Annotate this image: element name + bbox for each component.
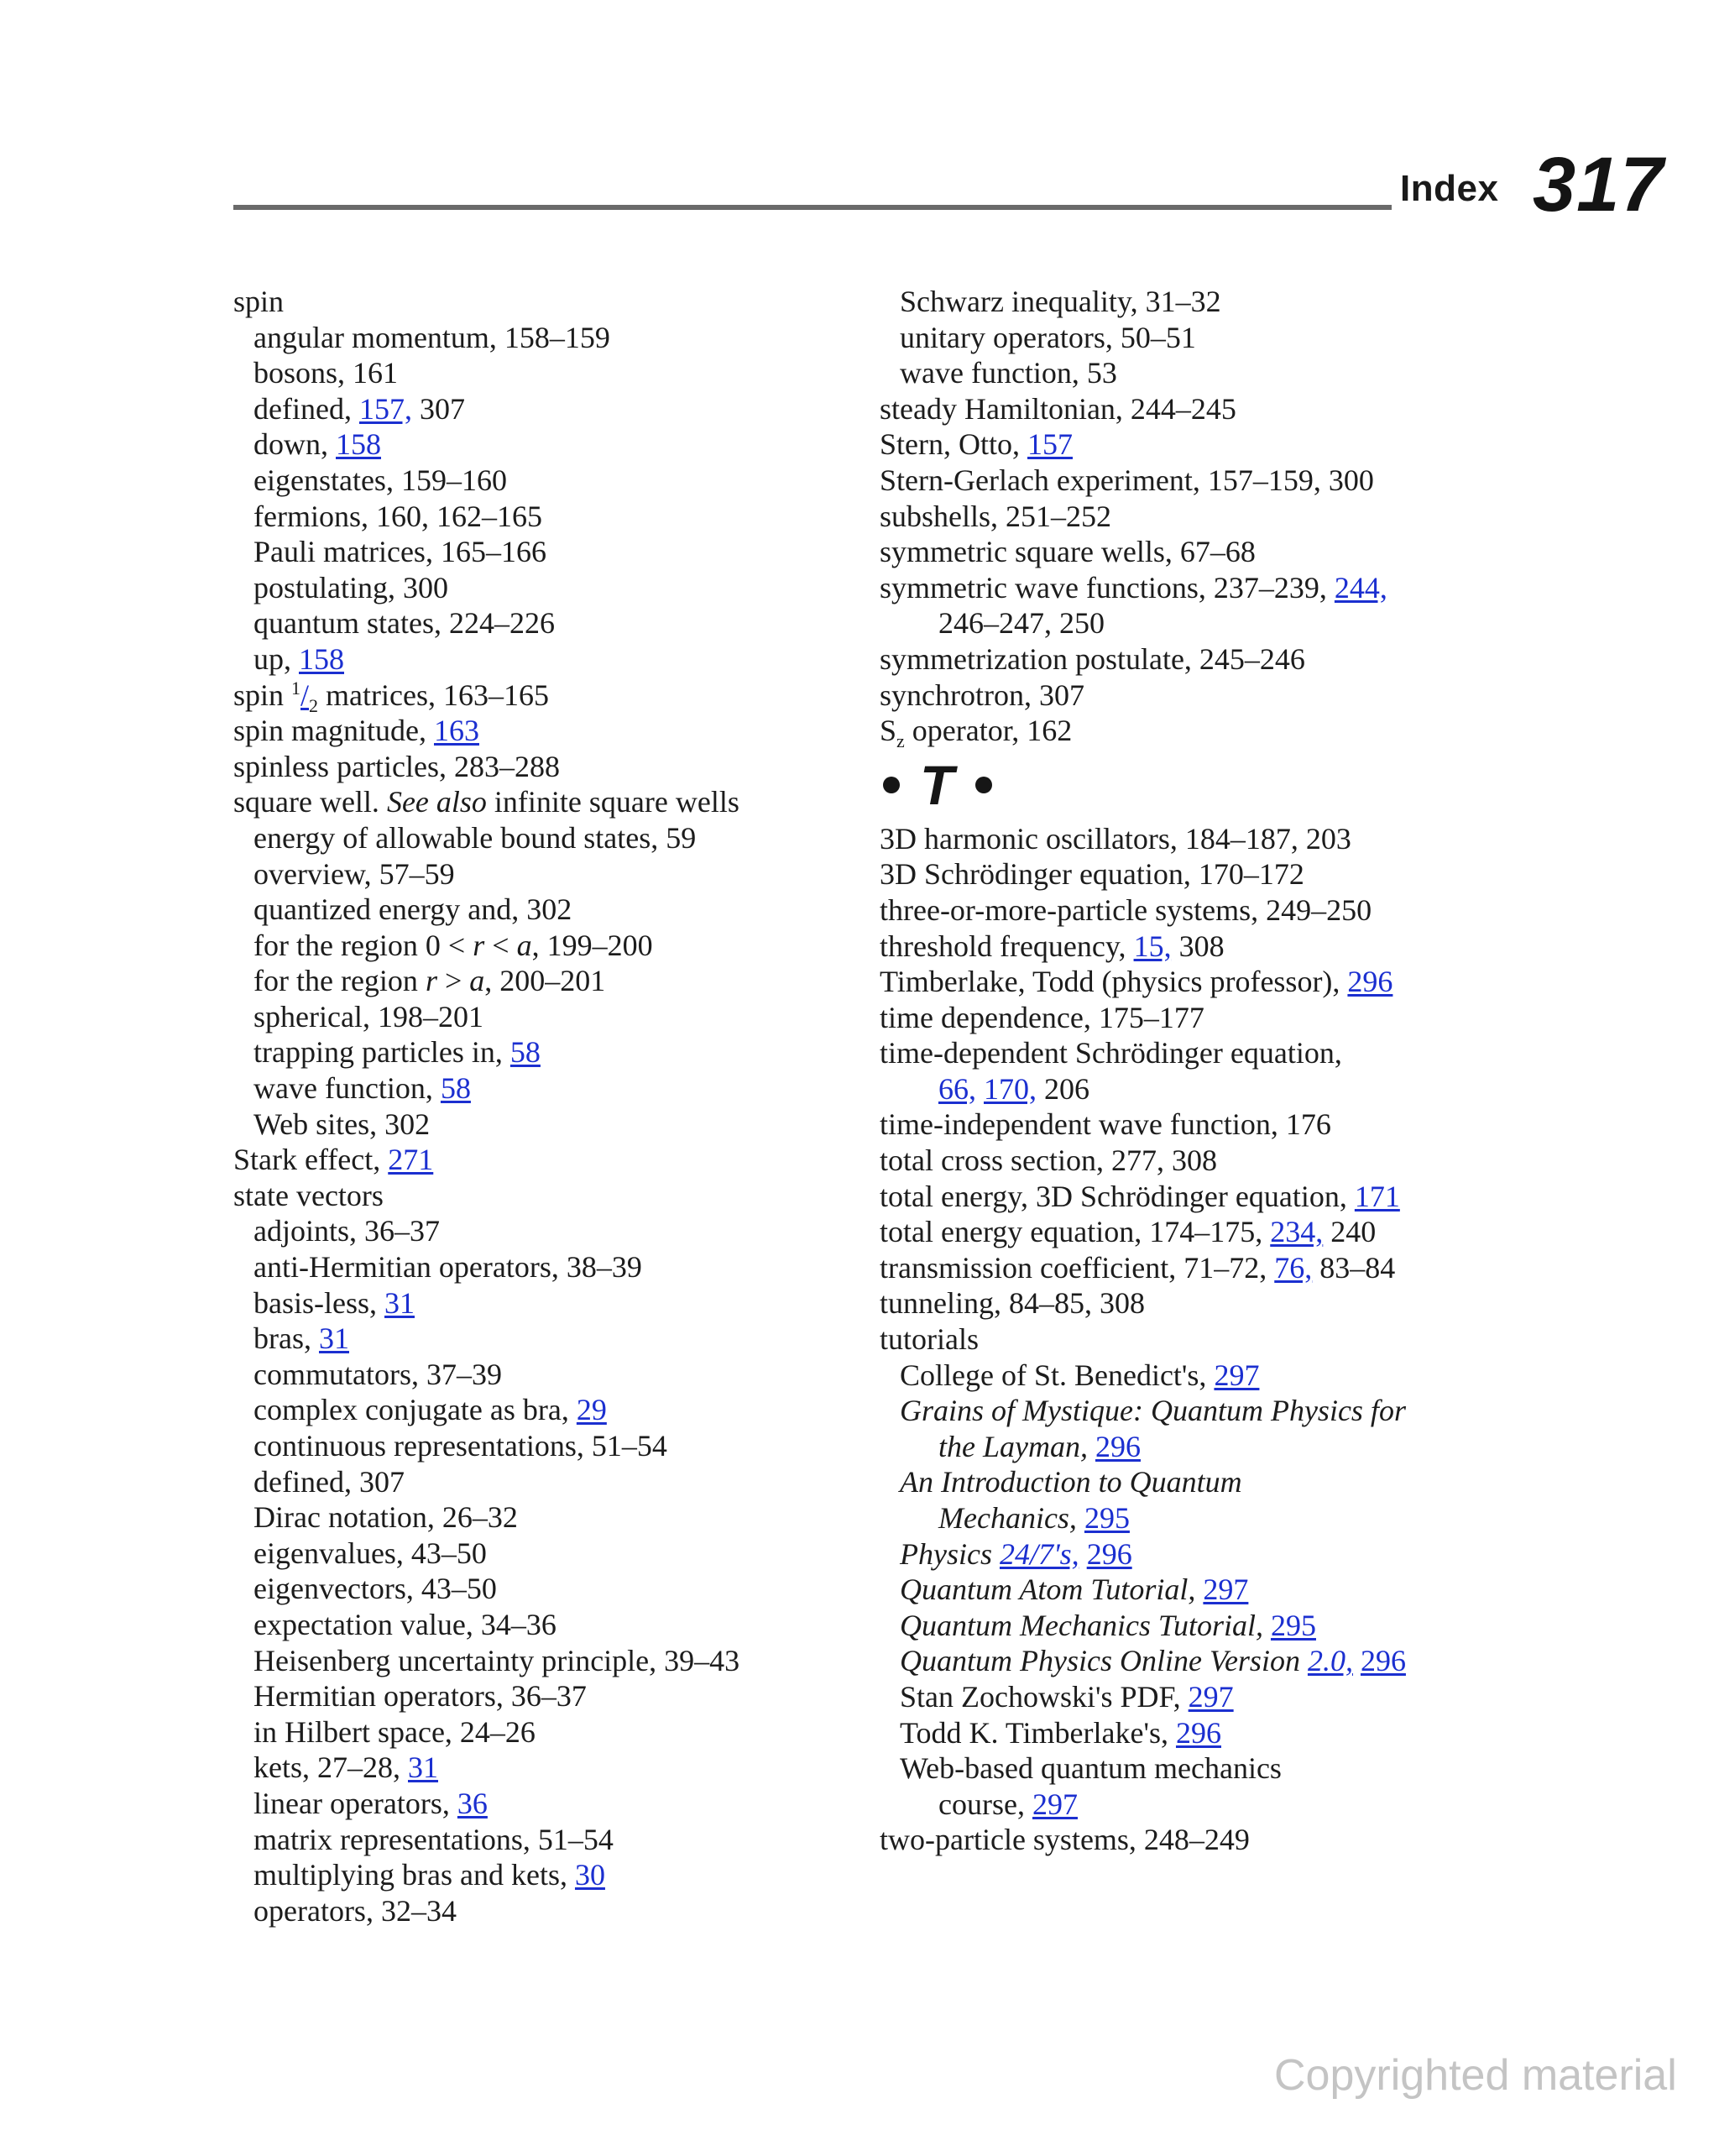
index-entry: [880, 320, 1518, 356]
entry-text: wave function,: [253, 1071, 441, 1106]
index-entry: [233, 892, 838, 928]
index-entry: [233, 928, 838, 964]
entry-text: the Layman,: [938, 1429, 1088, 1463]
entry-text: Stark effect,: [233, 1143, 389, 1177]
page-reference-link[interactable]: 31: [384, 1285, 415, 1320]
index-entry: [233, 355, 838, 391]
page-reference-link[interactable]: 297: [1214, 1358, 1260, 1392]
index-entry: [880, 1285, 1518, 1321]
page-reference-link[interactable]: 15,: [1133, 929, 1172, 963]
page-reference-link[interactable]: 171: [1354, 1179, 1400, 1213]
entry-text: spin: [233, 285, 285, 318]
entry-text: wave function, 53: [900, 356, 1117, 390]
index-entry: [233, 678, 838, 714]
index-entry: [233, 1428, 838, 1464]
index-entry: [880, 1679, 1518, 1715]
entry-text: symmetrization postulate, 245–246: [880, 641, 1305, 676]
page-reference-link[interactable]: 295: [1270, 1608, 1316, 1642]
entry-text: total energy, 3D Schrödinger equation,: [880, 1179, 1355, 1213]
entry-text: angular momentum, 158–159: [253, 320, 610, 354]
entry-text: transmission coefficient, 71–72,: [880, 1250, 1275, 1285]
index-entry: [880, 1464, 1518, 1500]
entry-text: fermions, 160, 162–165: [253, 499, 542, 533]
entry-text: total cross section, 277, 308: [880, 1143, 1217, 1178]
index-entry: [233, 1392, 838, 1428]
page-reference-link[interactable]: 297: [1032, 1787, 1078, 1821]
page-reference-link[interactable]: 296: [1095, 1429, 1141, 1463]
entry-text: time dependence, 175–177: [880, 1000, 1204, 1034]
page-reference-link[interactable]: 296: [1347, 965, 1393, 999]
index-entry: [233, 605, 838, 641]
entry-text: spinless particles, 283–288: [233, 749, 560, 783]
index-entry: [880, 678, 1518, 714]
index-entry: [233, 1070, 838, 1107]
index-entry: [233, 784, 838, 820]
page-reference-link[interactable]: 297: [1188, 1679, 1234, 1714]
index-entry: [233, 1714, 838, 1750]
entry-text: symmetric wave functions, 237–239,: [880, 570, 1335, 604]
page-reference-link[interactable]: 296: [1175, 1715, 1221, 1750]
index-entry: [880, 391, 1518, 427]
index-entry: [880, 1035, 1518, 1071]
index-entry: [233, 1464, 838, 1500]
index-entry: [880, 1358, 1518, 1394]
index-entry: [880, 426, 1518, 463]
index-entry: [233, 1750, 838, 1786]
index-entry: [880, 1750, 1518, 1787]
entry-text: steady Hamiltonian, 244–245: [880, 391, 1236, 426]
page-reference-link[interactable]: 24/7's,: [999, 1536, 1079, 1571]
index-entry: [880, 641, 1518, 678]
entry-text: [1077, 1501, 1084, 1535]
index-entry: [880, 1107, 1518, 1143]
entry-text: unitary operators, 50–51: [900, 320, 1196, 354]
entry-text: postulating, 300: [253, 570, 448, 604]
entry-text: [976, 1072, 984, 1106]
index-entry: [233, 463, 838, 499]
index-entry: [233, 391, 838, 427]
entry-text: spin: [233, 678, 292, 712]
entry-text: continuous representations, 51–54: [253, 1429, 667, 1463]
index-entry: [880, 284, 1518, 320]
index-entry: [880, 1822, 1518, 1858]
index-entry: [880, 1500, 1518, 1536]
entry-text: multiplying bras and kets,: [253, 1858, 575, 1892]
entry-text: [1088, 1430, 1095, 1463]
page-reference-link[interactable]: 2.0,: [1307, 1644, 1353, 1678]
entry-text: 308: [1171, 929, 1225, 963]
entry-text: 83–84: [1312, 1250, 1396, 1285]
entry-text: Dirac notation, 26–32: [253, 1500, 518, 1535]
index-entry-list-left: [233, 284, 838, 1928]
header-section-label: Index: [1400, 168, 1499, 209]
entry-text: [1079, 1537, 1087, 1571]
entry-text: three-or-more-particle systems, 249–250: [880, 892, 1372, 927]
entry-text: Schwarz inequality, 31–32: [900, 285, 1221, 318]
fraction-part: z: [896, 730, 905, 752]
index-column-right: [880, 284, 1518, 1858]
index-entry: [880, 1536, 1518, 1573]
entry-text: energy of allowable bound states, 59: [253, 820, 697, 855]
page-reference-link[interactable]: 244,: [1334, 570, 1387, 604]
entry-text: expectation value, 34–36: [253, 1607, 556, 1641]
entry-text: defined,: [253, 391, 359, 426]
entry-text: eigenstates, 159–160: [253, 463, 507, 497]
index-entry: [880, 1179, 1518, 1215]
entry-text: overview, 57–59: [253, 856, 455, 891]
index-entry: [880, 1393, 1518, 1429]
index-entry: [233, 1822, 838, 1858]
entry-text: time-independent wave function, 176: [880, 1107, 1331, 1142]
entry-text: tutorials: [880, 1322, 979, 1357]
page-reference-link[interactable]: 30: [574, 1858, 605, 1892]
entry-text: , 200–201: [484, 964, 606, 998]
index-entry: [233, 1034, 838, 1070]
page-number: 317: [1533, 142, 1664, 228]
entry-text: commutators, 37–39: [253, 1357, 502, 1391]
section-heading-t: [880, 749, 1518, 821]
entry-text: Hermitian operators, 36–37: [253, 1679, 587, 1714]
index-entry: [233, 713, 838, 749]
entry-text: anti-Hermitian operators, 38–39: [253, 1250, 642, 1285]
entry-text: operator, 162: [904, 714, 1073, 748]
entry-text: spherical, 198–201: [253, 999, 483, 1034]
entry-text: linear operators,: [253, 1786, 457, 1820]
index-entry: [233, 1285, 838, 1321]
entry-text: Quantum Atom Tutorial,: [900, 1573, 1196, 1607]
index-entry: [233, 426, 838, 463]
entry-text: total energy equation, 174–175,: [880, 1215, 1271, 1249]
page-reference-link[interactable]: 158: [299, 641, 344, 676]
entry-text: in Hilbert space, 24–26: [253, 1714, 536, 1749]
index-entry: [233, 284, 838, 320]
entry-text: 246–247, 250: [938, 606, 1105, 641]
index-entry: [233, 534, 838, 570]
index-entry: [233, 1857, 838, 1893]
index-entry-list-right-t: [880, 821, 1518, 1858]
index-entry: [880, 1715, 1518, 1751]
entry-text: Web-based quantum mechanics: [900, 1751, 1282, 1786]
index-entry: [233, 1142, 838, 1178]
index-entry: [880, 892, 1518, 929]
index-entry: [233, 856, 838, 892]
entry-text: An Introduction to Quantum: [900, 1465, 1242, 1499]
index-entry: [233, 570, 838, 606]
page-reference-link[interactable]: 296: [1086, 1536, 1132, 1571]
page-reference-link[interactable]: 31: [318, 1321, 349, 1356]
index-entry: [233, 1643, 838, 1679]
entry-text: up,: [253, 641, 299, 676]
page-reference-link[interactable]: 157: [1027, 427, 1073, 462]
index-entry: [233, 1786, 838, 1822]
index-entry: [233, 1893, 838, 1929]
page-reference-link[interactable]: 158: [336, 427, 381, 462]
index-entry: [880, 713, 1518, 752]
index-entry-list-right-s: [880, 284, 1518, 752]
entry-text: spin magnitude,: [233, 714, 434, 748]
entry-text: quantized energy and, 302: [253, 892, 572, 927]
index-entry: [233, 1249, 838, 1285]
index-entry: [233, 1107, 838, 1143]
entry-text: adjoints, 36–37: [253, 1214, 440, 1248]
index-entry: [233, 1178, 838, 1214]
page-reference-link[interactable]: 296: [1360, 1644, 1406, 1678]
entry-text: a: [516, 928, 532, 962]
index-entry: [880, 1321, 1518, 1358]
index-entry: [233, 499, 838, 535]
index-entry: [233, 1321, 838, 1357]
index-entry: [233, 1536, 838, 1572]
entry-text: College of St. Benedict's,: [900, 1358, 1215, 1392]
entry-text: 3D Schrödinger equation, 170–172: [880, 857, 1304, 892]
entry-text: Todd K. Timberlake's,: [900, 1715, 1176, 1750]
entry-text: complex conjugate as bra,: [253, 1393, 577, 1427]
entry-text: matrix representations, 51–54: [253, 1822, 614, 1856]
entry-text: kets, 27–28,: [253, 1750, 408, 1785]
index-entry: [880, 821, 1518, 857]
page-reference-link[interactable]: 58: [509, 1035, 541, 1070]
page-reference-link[interactable]: 31: [408, 1750, 438, 1785]
index-entry: [880, 605, 1518, 641]
page-reference-link[interactable]: 163: [433, 714, 479, 748]
page-reference-link[interactable]: 170,: [984, 1071, 1037, 1106]
page-reference-link[interactable]: 157,: [358, 391, 412, 426]
entry-text: eigenvalues, 43–50: [253, 1536, 487, 1570]
index-entry: [880, 1787, 1518, 1823]
page-reference-link[interactable]: /: [300, 678, 310, 712]
index-entry: [880, 929, 1518, 965]
entry-text: Pauli matrices, 165–166: [253, 535, 546, 569]
index-entry: [233, 320, 838, 356]
index-entry: [880, 1000, 1518, 1036]
index-entry: [233, 999, 838, 1035]
entry-text: bras,: [253, 1321, 319, 1356]
index-entry: [880, 1643, 1518, 1679]
page-reference-link[interactable]: 66,: [938, 1071, 976, 1106]
entry-text: >: [436, 964, 470, 998]
entry-text: bosons, 161: [253, 356, 399, 390]
index-entry: [233, 963, 838, 999]
index-entry: [880, 463, 1518, 499]
index-entry: [233, 1213, 838, 1249]
index-entry: [880, 570, 1518, 606]
entry-text: matrices, 163–165: [318, 678, 549, 712]
bullet-dot-icon: [883, 777, 900, 793]
entry-text: threshold frequency,: [880, 929, 1134, 963]
page-reference-link[interactable]: 295: [1084, 1501, 1130, 1535]
page-reference-link[interactable]: 58: [440, 1071, 471, 1106]
entry-text: defined, 307: [253, 1464, 405, 1499]
entry-text: tunneling, 84–85, 308: [880, 1286, 1145, 1321]
page-reference-link[interactable]: 234,: [1270, 1215, 1324, 1249]
entry-text: Stern-Gerlach experiment, 157–159, 300: [880, 463, 1374, 497]
entry-text: quantum states, 224–226: [253, 606, 555, 641]
entry-text: See also: [386, 785, 487, 819]
entry-text: Quantum Mechanics Tutorial,: [900, 1608, 1263, 1642]
entry-text: Stern, Otto,: [880, 427, 1027, 462]
index-entry: [233, 749, 838, 785]
index-entry: [233, 641, 838, 678]
page-reference-link[interactable]: 29: [576, 1393, 607, 1427]
entry-text: infinite square wells: [486, 785, 739, 819]
header-rule: [233, 205, 1392, 210]
index-entry: [880, 1608, 1518, 1644]
entry-text: course,: [938, 1787, 1032, 1821]
index-entry: [880, 1429, 1518, 1465]
fraction-part: 1: [291, 677, 301, 699]
entry-text: time-dependent Schrödinger equation,: [880, 1036, 1342, 1070]
entry-text: two-particle systems, 248–249: [880, 1823, 1250, 1857]
index-entry: [880, 1250, 1518, 1286]
entry-text: r: [473, 928, 485, 962]
index-entry: [880, 1143, 1518, 1179]
entry-text: basis-less,: [253, 1285, 384, 1320]
entry-text: a: [469, 964, 485, 998]
index-entry: [233, 1607, 838, 1643]
entry-text: 240: [1323, 1215, 1377, 1249]
section-letter: T: [920, 753, 954, 816]
index-entry: [880, 856, 1518, 892]
entry-text: [1353, 1644, 1361, 1677]
index-entry: [233, 1571, 838, 1607]
page-reference-link[interactable]: 76,: [1274, 1250, 1313, 1285]
index-entry: [880, 1071, 1518, 1107]
entry-text: r: [425, 964, 437, 998]
index-entry: [233, 1357, 838, 1393]
index-entry: [233, 1678, 838, 1714]
page-reference-link[interactable]: 297: [1203, 1573, 1249, 1607]
entry-text: Web sites, 302: [253, 1107, 431, 1141]
index-entry: [880, 534, 1518, 570]
entry-text: [1263, 1609, 1271, 1642]
entry-text: Physics: [900, 1536, 1000, 1571]
entry-text: Timberlake, Todd (physics professor),: [880, 965, 1348, 999]
entry-text: synchrotron, 307: [880, 678, 1084, 712]
index-entry: [880, 1572, 1518, 1608]
fraction-part: 2: [309, 694, 319, 716]
page-reference-link[interactable]: 36: [457, 1786, 488, 1820]
entry-text: Stan Zochowski's PDF,: [900, 1679, 1189, 1714]
entry-text: operators, 32–34: [253, 1893, 457, 1928]
entry-text: , 199–200: [531, 928, 653, 962]
entry-text: for the region 0 <: [253, 928, 473, 962]
index-entry: [880, 355, 1518, 391]
entry-text: Grains of Mystique: Quantum Physics for: [900, 1394, 1406, 1428]
entry-text: subshells, 251–252: [880, 499, 1112, 533]
entry-text: for the region: [253, 964, 426, 998]
entry-text: down,: [253, 427, 336, 462]
index-entry: [880, 964, 1518, 1000]
entry-text: 206: [1037, 1071, 1089, 1106]
entry-text: state vectors: [233, 1178, 384, 1212]
entry-text: <: [484, 928, 517, 962]
entry-text: 3D harmonic oscillators, 184–187, 203: [880, 821, 1351, 856]
entry-text: eigenvectors, 43–50: [253, 1572, 497, 1606]
entry-text: S: [880, 714, 897, 748]
entry-text: Mechanics,: [938, 1501, 1077, 1535]
copyright-watermark: Copyrighted material: [1274, 2051, 1677, 2100]
index-entry: [233, 820, 838, 856]
index-column-left: [233, 284, 838, 1928]
page-reference-link[interactable]: 271: [388, 1143, 434, 1177]
entry-text: 307: [411, 391, 465, 426]
entry-text: Heisenberg uncertainty principle, 39–43: [253, 1643, 740, 1677]
index-entry: [233, 1499, 838, 1536]
entry-text: trapping particles in,: [253, 1035, 510, 1070]
entry-text: Quantum Physics Online Version: [900, 1644, 1308, 1678]
index-entry: [880, 1214, 1518, 1250]
entry-text: symmetric square wells, 67–68: [880, 535, 1256, 569]
entry-text: square well.: [233, 785, 387, 819]
bullet-dot-icon: [975, 777, 992, 793]
index-entry: [880, 499, 1518, 535]
